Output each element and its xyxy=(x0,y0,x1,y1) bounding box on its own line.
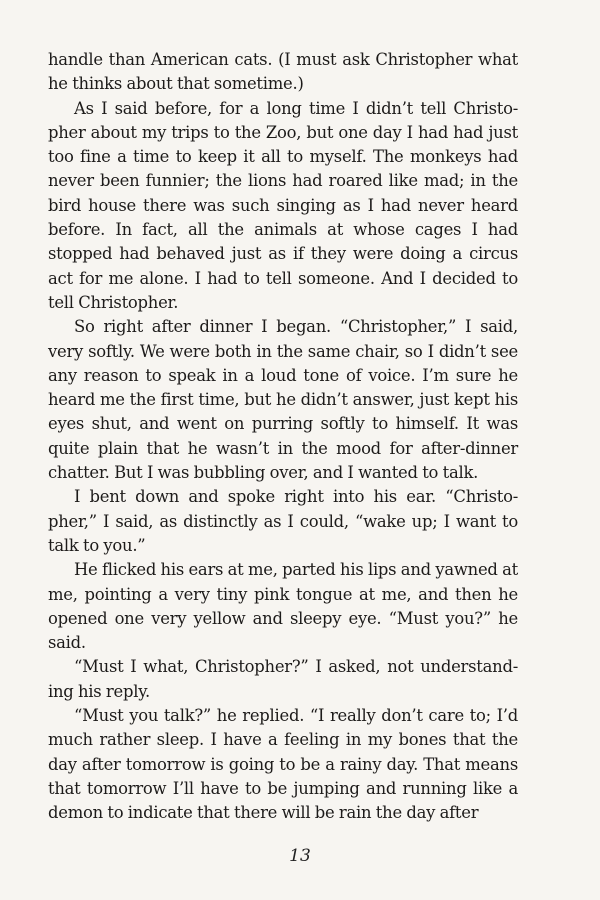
paragraph-7: “Must you talk?” he replied. “I really don’t care to; I’d much rather sleep. I have a feeling in my bones that the day after tomorrow is going to be a rainy day. That means that tomorrow I’ll have to be jumping and running like a demon to indicate that there will be rain the day after xyxy=(48,706,518,823)
paragraph-5: He flicked his ears at me, parted his lips and yawned at me, pointing a very tiny pink tongue at me, and then he opened one very yellow and sleepy eye. “Must you?” he said. xyxy=(48,560,518,653)
paragraph-1: handle than American cats. (I must ask Christopher what he thinks about that sometime.) xyxy=(48,50,518,94)
page-number: 13 xyxy=(289,846,311,866)
paragraph-6: “Must I what, Christopher?” I asked, not understand-ing his reply. xyxy=(48,657,518,701)
paragraph-4: I bent down and spoke right into his ear. “Christo-pher,” I said, as distinctly as I could, “wake up; I want to talk to you.” xyxy=(48,487,518,555)
paragraph-2: As I said before, for a long time I didn’t tell Christo-pher about my trips to the Zoo, but one day I had had just too fine a time to keep it all to myself. The monkeys had never been funnier; the lions had roared like mad; in the bird house there was such singing as I had never heard before. In fact, all the animals at whose cages I had stopped had behaved just as if they were doing a circus act for me alone. I had to tell someone. And I decided to tell Christopher. xyxy=(48,98,518,312)
body-text xyxy=(48,48,518,826)
paragraph-3: So right after dinner I began. “Christopher,” I said, very softly. We were both in the same chair, so I didn’t see any reason to speak in a loud tone of voice. I’m sure he heard me the first time, but he didn’t answer, just kept his eyes shut, and went on purring softly to himself. It was quite plain that he wasn’t in the mood for after-dinner chatter. But I was bubbling over, and I wanted to talk. xyxy=(48,317,518,483)
